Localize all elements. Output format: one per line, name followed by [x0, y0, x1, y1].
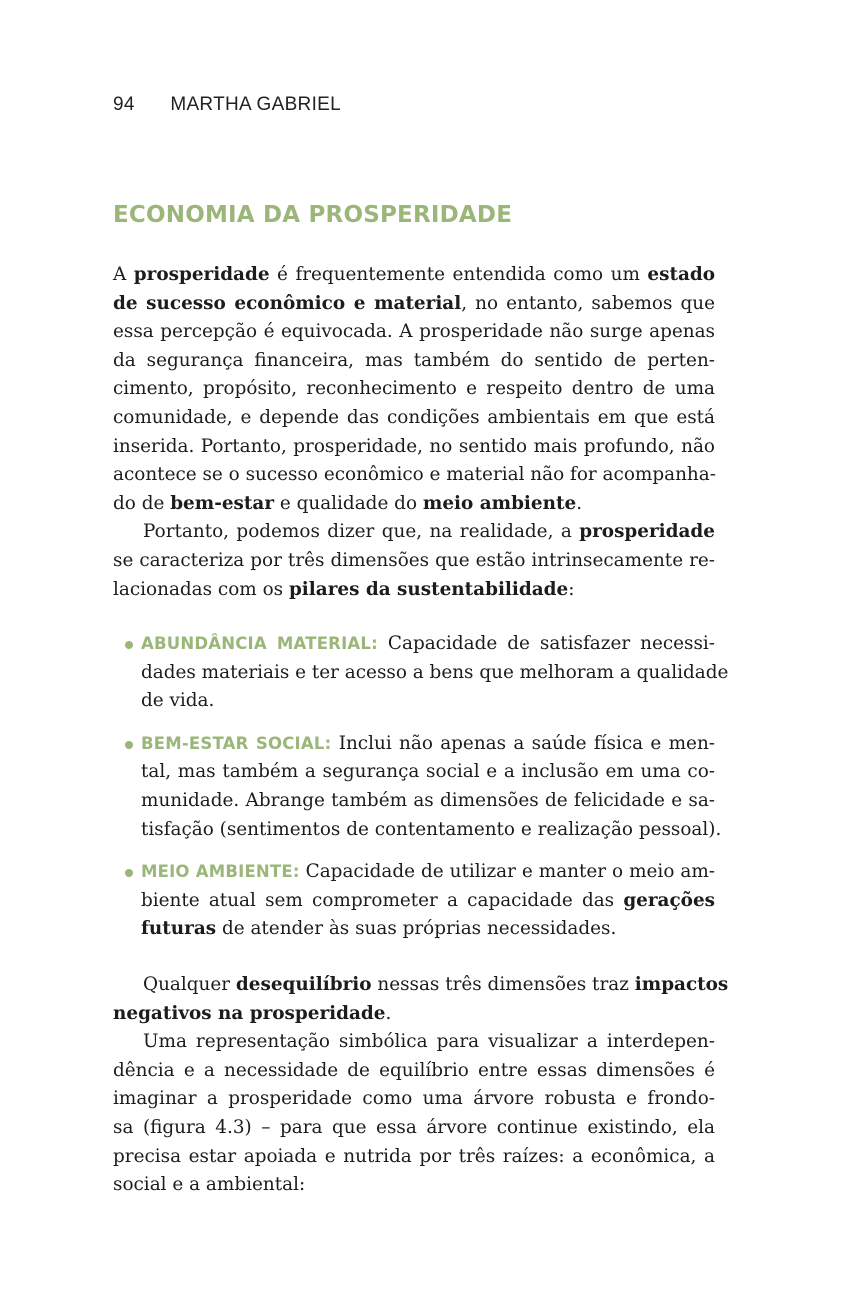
text-line: precisa estar apoiada e nutrida por três raízes: a econômica, a: [113, 1145, 715, 1167]
bullet-label: ABUNDÂNCIA MATERIAL:: [141, 634, 378, 653]
paragraph-3: [113, 971, 729, 1028]
dimensions-list: [113, 630, 729, 958]
text-line: A prosperidade é frequentemente entendida como um estado: [113, 264, 715, 285]
text-line: de vida.: [141, 690, 215, 712]
paragraph-4: [113, 1028, 715, 1200]
section-title: ECONOMIA DA PROSPERIDADE: [113, 202, 513, 228]
text-line: Uma representação simbólica para visualizar a interdepen-: [143, 1031, 715, 1053]
paragraph-2: [113, 518, 715, 604]
list-item: [113, 858, 715, 944]
text-line: ABUNDÂNCIA MATERIAL: Capacidade de satisfazer necessi-: [141, 633, 715, 654]
text-line: MEIO AMBIENTE: Capacidade de utilizar e manter o meio am-: [141, 861, 715, 883]
text-line: imaginar a prosperidade como uma árvore robusta e frondo-: [113, 1088, 715, 1110]
text-line: comunidade, e depende das condições ambientais em que está: [113, 406, 715, 428]
list-item: [113, 630, 729, 716]
page-number: 94: [113, 94, 135, 115]
bullet-label: BEM-ESTAR SOCIAL:: [141, 733, 332, 753]
bullet-dot-icon: [125, 641, 133, 649]
text-line: munidade. Abrange também as dimensões de felicidade e sa-: [141, 789, 715, 811]
bullet-dot-icon: [125, 741, 133, 749]
text-line: tisfação (sentimentos de contentamento e realização pessoal).: [141, 818, 722, 840]
text-line: inserida. Portanto, prosperidade, no sentido mais profundo, não: [113, 435, 715, 457]
author-name: MARTHA GABRIEL: [170, 94, 342, 115]
running-head: [113, 94, 341, 116]
text-line: de sucesso econômico e material, no entanto, sabemos que: [113, 292, 715, 314]
text-line: BEM-ESTAR SOCIAL: Inclui não apenas a saúde física e men-: [141, 732, 715, 754]
list-item: [113, 730, 722, 844]
text-line: biente atual sem comprometer a capacidade das gerações: [141, 889, 715, 911]
text-line: essa percepção é equivocada. A prosperidade não surge apenas: [113, 321, 715, 343]
text-line: Portanto, podemos dizer que, na realidade, a prosperidade: [143, 521, 715, 543]
text-line: se caracteriza por três dimensões que estão intrinsecamente re-: [113, 549, 715, 571]
text-line: tal, mas também a segurança social e a inclusão em uma co-: [141, 761, 715, 783]
closing-text: [113, 971, 729, 1200]
text-line: do de bem-estar e qualidade do meio ambiente.: [113, 492, 583, 514]
intro-text: [113, 261, 715, 604]
text-line: dência e a necessidade de equilíbrio entre essas dimensões é: [113, 1059, 715, 1081]
text-line: futuras de atender às suas próprias necessidades.: [141, 918, 617, 940]
bullet-label: MEIO AMBIENTE:: [141, 862, 300, 882]
text-line: sa (figura 4.3) – para que essa árvore continue existindo, ela: [113, 1116, 715, 1138]
text-line: negativos na prosperidade.: [113, 1002, 392, 1024]
paragraph-1: [113, 261, 715, 518]
bullet-dot-icon: [125, 869, 133, 877]
text-line: cimento, propósito, reconhecimento e respeito dentro de uma: [113, 378, 715, 400]
text-line: da segurança financeira, mas também do sentido de perten-: [113, 349, 715, 371]
text-line: dades materiais e ter acesso a bens que melhoram a qualidade: [141, 661, 729, 683]
text-line: social e a ambiental:: [113, 1174, 306, 1196]
text-line: Qualquer desequilíbrio nessas três dimensões traz impactos: [143, 974, 729, 995]
text-line: acontece se o sucesso econômico e material não for acompanha-: [113, 464, 716, 486]
text-line: lacionadas com os pilares da sustentabilidade:: [113, 578, 575, 600]
